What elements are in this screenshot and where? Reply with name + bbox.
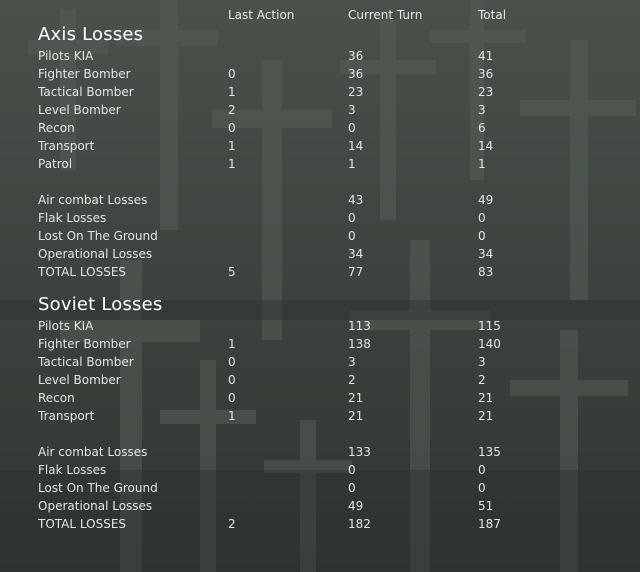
row-label: Tactical Bomber: [38, 85, 134, 99]
row-label: Fighter Bomber: [38, 67, 131, 81]
total-value: 21: [478, 409, 494, 423]
row-label: Air combat Losses: [38, 193, 148, 207]
current-turn-value: 49: [348, 499, 364, 513]
current-turn-value: 34: [348, 247, 364, 261]
current-turn-value: 113: [348, 319, 371, 333]
total-value: 51: [478, 499, 494, 513]
last-action-value: 0: [228, 121, 236, 135]
axis-row-operational-losses: [0, 245, 640, 263]
last-action-value: 2: [228, 517, 236, 531]
axis-row-fighter-bomber: [0, 65, 640, 83]
total-value: 23: [478, 85, 494, 99]
total-value: 2: [478, 373, 486, 387]
total-value: 49: [478, 193, 494, 207]
last-action-value: 1: [228, 139, 236, 153]
last-action-value: 2: [228, 103, 236, 117]
last-action-value: 0: [228, 67, 236, 81]
total-value: 83: [478, 265, 494, 279]
total-value: 115: [478, 319, 501, 333]
last-action-value: 1: [228, 85, 236, 99]
column-header-last-action: Last Action: [228, 8, 295, 22]
total-value: 1: [478, 157, 486, 171]
current-turn-value: 0: [348, 229, 356, 243]
axis-row-pilots-kia: [0, 47, 640, 65]
current-turn-value: 77: [348, 265, 364, 279]
row-label: Flak Losses: [38, 211, 107, 225]
current-turn-value: 3: [348, 355, 356, 369]
last-action-value: 1: [228, 337, 236, 351]
total-value: 14: [478, 139, 494, 153]
last-action-value: 5: [228, 265, 236, 279]
axis-row-patrol: [0, 155, 640, 173]
row-label: Transport: [38, 409, 95, 423]
current-turn-value: 36: [348, 67, 364, 81]
current-turn-value: 2: [348, 373, 356, 387]
row-label: Air combat Losses: [38, 445, 148, 459]
row-label: Patrol: [38, 157, 73, 171]
row-label: Lost On The Ground: [38, 481, 158, 495]
total-value: 3: [478, 103, 486, 117]
row-label: Operational Losses: [38, 499, 153, 513]
column-header-current-turn: Current Turn: [348, 8, 423, 22]
last-action-value: 1: [228, 157, 236, 171]
soviet-row-recon: [0, 389, 640, 407]
row-label: Tactical Bomber: [38, 355, 134, 369]
soviet-row-air-combat-losses: [0, 443, 640, 461]
total-value: 3: [478, 355, 486, 369]
soviet-row-level-bomber: [0, 371, 640, 389]
total-value: 41: [478, 49, 494, 63]
row-label: Lost On The Ground: [38, 229, 158, 243]
axis-row-air-combat-losses: [0, 191, 640, 209]
axis-row-flak-losses: [0, 209, 640, 227]
soviet-row-fighter-bomber: [0, 335, 640, 353]
current-turn-value: 0: [348, 463, 356, 477]
row-label: Transport: [38, 139, 95, 153]
row-label: TOTAL LOSSES: [38, 517, 127, 531]
row-label: TOTAL LOSSES: [38, 265, 127, 279]
soviet-row-transport: [0, 407, 640, 425]
column-header-total: Total: [478, 8, 507, 22]
current-turn-value: 21: [348, 391, 364, 405]
current-turn-value: 36: [348, 49, 364, 63]
soviet-row-operational-losses: [0, 497, 640, 515]
total-value: 0: [478, 463, 486, 477]
total-value: 6: [478, 121, 486, 135]
row-label: Pilots KIA: [38, 319, 94, 333]
last-action-value: 1: [228, 409, 236, 423]
row-label: Level Bomber: [38, 373, 121, 387]
total-value: 0: [478, 481, 486, 495]
axis-row-transport: [0, 137, 640, 155]
axis-row-lost-on-ground: [0, 227, 640, 245]
soviet-row-pilots-kia: [0, 317, 640, 335]
current-turn-value: 0: [348, 121, 356, 135]
soviet-row-flak-losses: [0, 461, 640, 479]
current-turn-value: 43: [348, 193, 364, 207]
row-label: Fighter Bomber: [38, 337, 131, 351]
axis-row-level-bomber: [0, 101, 640, 119]
row-label: Level Bomber: [38, 103, 121, 117]
total-value: 0: [478, 211, 486, 225]
row-label: Flak Losses: [38, 463, 107, 477]
current-turn-value: 0: [348, 481, 356, 495]
row-label: Pilots KIA: [38, 49, 94, 63]
total-value: 140: [478, 337, 501, 351]
current-turn-value: 1: [348, 157, 356, 171]
current-turn-value: 21: [348, 409, 364, 423]
total-value: 36: [478, 67, 494, 81]
current-turn-value: 133: [348, 445, 371, 459]
row-label: Operational Losses: [38, 247, 153, 261]
row-label: Recon: [38, 121, 75, 135]
last-action-value: 0: [228, 391, 236, 405]
current-turn-value: 182: [348, 517, 371, 531]
current-turn-value: 138: [348, 337, 371, 351]
current-turn-value: 23: [348, 85, 364, 99]
total-value: 21: [478, 391, 494, 405]
soviet-row-tactical-bomber: [0, 353, 640, 371]
total-value: 187: [478, 517, 501, 531]
row-label: Recon: [38, 391, 75, 405]
current-turn-value: 14: [348, 139, 364, 153]
axis-row-recon: [0, 119, 640, 137]
total-value: 34: [478, 247, 494, 261]
current-turn-value: 0: [348, 211, 356, 225]
axis-losses-title: Axis Losses: [38, 24, 144, 45]
total-value: 135: [478, 445, 501, 459]
last-action-value: 0: [228, 355, 236, 369]
soviet-losses-title: Soviet Losses: [38, 294, 163, 315]
current-turn-value: 3: [348, 103, 356, 117]
axis-row-total-losses: [0, 263, 640, 281]
soviet-row-lost-on-ground: [0, 479, 640, 497]
soviet-row-total-losses: [0, 515, 640, 533]
last-action-value: 0: [228, 373, 236, 387]
axis-row-tactical-bomber: [0, 83, 640, 101]
total-value: 0: [478, 229, 486, 243]
